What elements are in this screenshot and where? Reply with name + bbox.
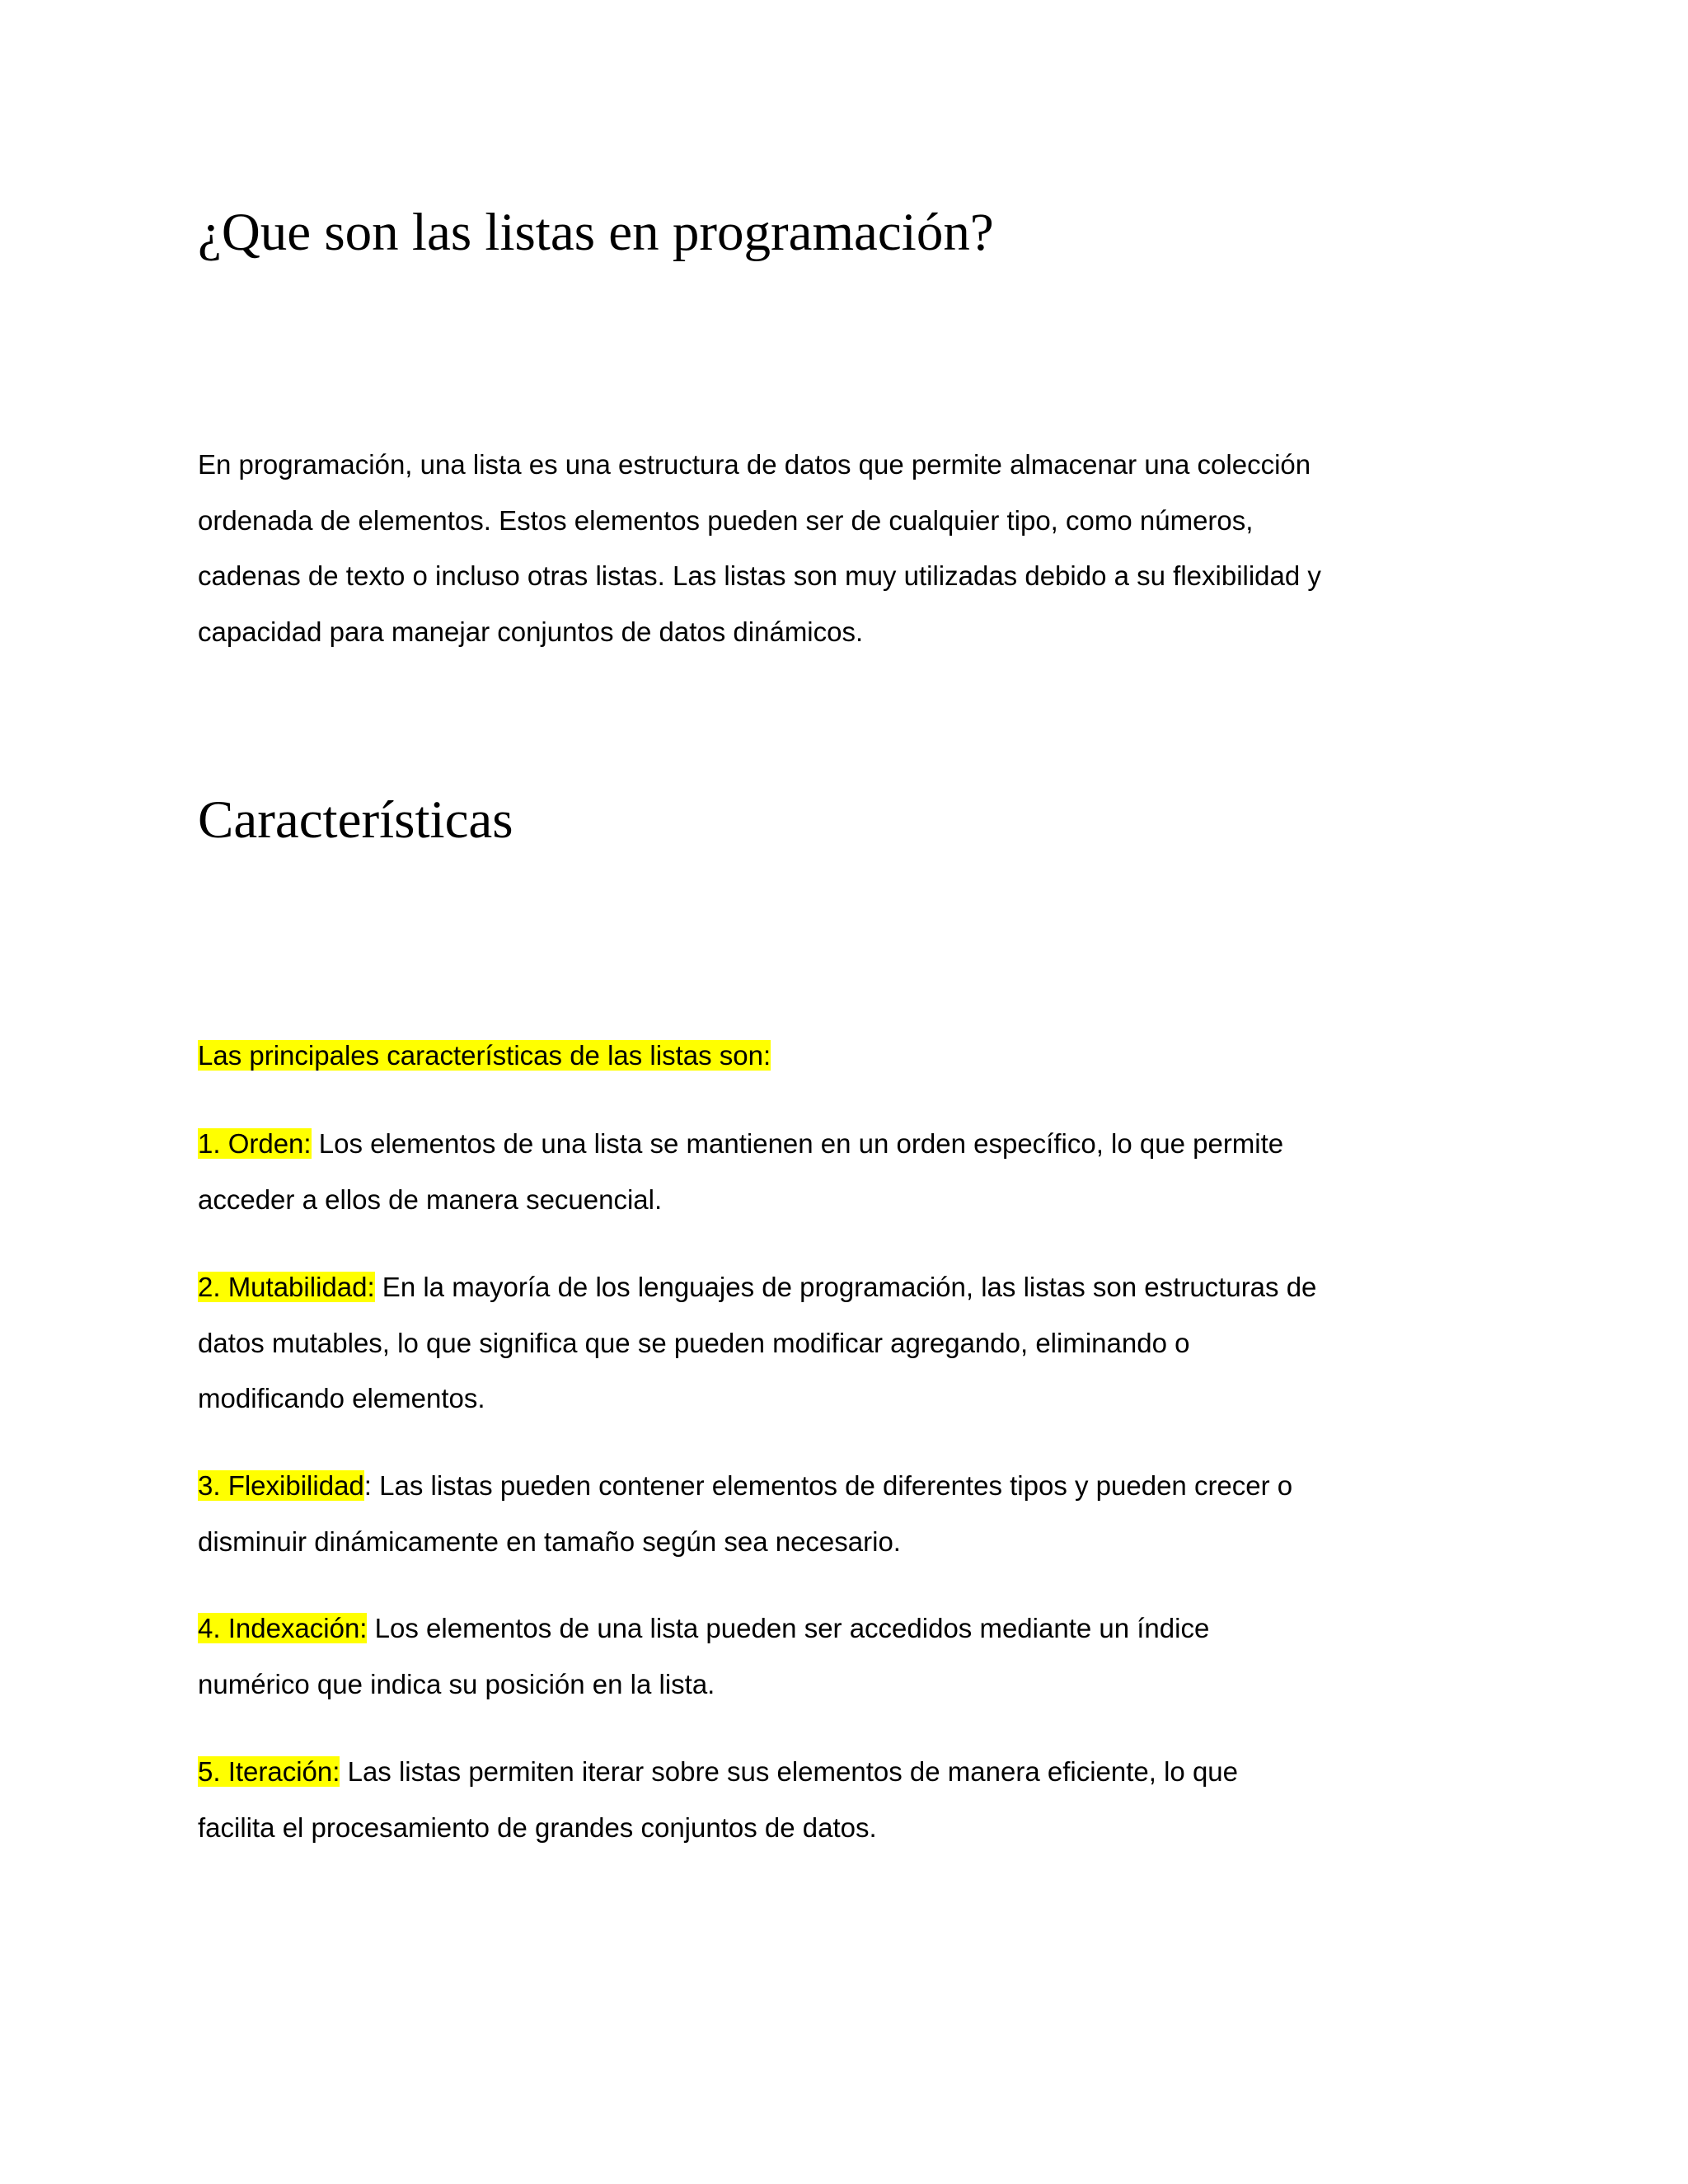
item-label-highlighted: 2. Mutabilidad: — [198, 1272, 375, 1302]
item-text: : Las listas pueden contener elementos de diferentes tipos y pueden crecer o — [363, 1470, 1293, 1501]
item-text: En la mayoría de los lenguajes de programación, las listas son estructuras de — [374, 1272, 1317, 1302]
item-text: Los elementos de una lista se mantienen en un orden específico, lo que permite — [311, 1128, 1284, 1159]
item-text: acceder a ellos de manera secuencial. — [198, 1183, 663, 1215]
intro-paragraph — [198, 437, 1368, 659]
document-title: ¿Que son las listas en programación? — [198, 203, 994, 262]
item-text: numérico que indica su posición en la lista. — [198, 1668, 715, 1699]
list-item — [198, 1116, 1368, 1227]
list-item — [198, 1458, 1368, 1569]
item-text: modificando elementos. — [198, 1383, 485, 1413]
item-text: Los elementos de una lista pueden ser accedidos mediante un índice — [367, 1613, 1210, 1643]
item-label-highlighted: 4. Indexación: — [198, 1613, 368, 1643]
item-text: datos mutables, lo que significa que se pueden modificar agregando, eliminando o — [198, 1327, 1190, 1358]
item-label-highlighted: 5. Iteración: — [198, 1756, 340, 1787]
item-text: disminuir dinámicamente en tamaño según sea necesario. — [198, 1526, 901, 1557]
lead-text-highlighted: Las principales características de las listas son: — [198, 1040, 771, 1071]
item-text: facilita el procesamiento de grandes conjuntos de datos. — [198, 1811, 877, 1843]
item-label-highlighted: 3. Flexibilidad — [198, 1470, 364, 1501]
intro-line: En programación, una lista es una estructura de datos que permite almacenar una colección — [198, 449, 1311, 480]
intro-line: capacidad para manejar conjuntos de datos dinámicos. — [198, 616, 864, 647]
item-label-highlighted: 1. Orden: — [198, 1128, 312, 1159]
item-text: Las listas permiten iterar sobre sus elementos de manera eficiente, lo que — [340, 1756, 1239, 1787]
intro-line: ordenada de elementos. Estos elementos pueden ser de cualquier tipo, como números, — [198, 504, 1254, 536]
lead-paragraph — [198, 1028, 1368, 1084]
list-item — [198, 1744, 1368, 1855]
list-item — [198, 1259, 1368, 1427]
list-item — [198, 1601, 1368, 1712]
intro-line: cadenas de texto o incluso otras listas. Las listas son muy utilizadas debido a su flexibilidad y — [198, 560, 1321, 591]
section-heading: Características — [198, 790, 513, 850]
